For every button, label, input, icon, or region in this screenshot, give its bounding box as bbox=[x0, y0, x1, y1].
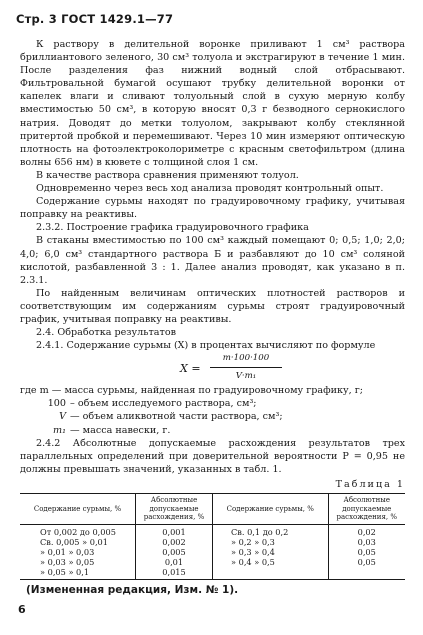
table-cell bbox=[213, 567, 329, 580]
paragraph-formula-intro: 2.4.1. Содержание сурьмы (X) в процентах вычисляют по формуле bbox=[36, 340, 376, 352]
formula-denominator: V·m₁ bbox=[235, 371, 257, 382]
table-cell: 0,03 bbox=[328, 537, 405, 547]
table-cell: » 0,4 » 0,5 bbox=[213, 557, 329, 567]
paragraph-antimony-content: Содержание сурьмы находят по градуировочному графику, учитывая поправку на реактивы. bbox=[20, 196, 405, 221]
formula bbox=[20, 352, 405, 384]
definition-row bbox=[20, 424, 405, 437]
formula-lhs: X = bbox=[180, 362, 201, 376]
table-cell: » 0,2 » 0,3 bbox=[213, 537, 329, 547]
table-cell: » 0,3 » 0,4 bbox=[213, 547, 329, 557]
definition-symbol: V bbox=[59, 411, 66, 423]
definition-text: – объем исследуемого раствора, см³; bbox=[70, 398, 257, 410]
table-cell: 0,01 bbox=[136, 557, 213, 567]
document-body bbox=[20, 38, 405, 597]
paragraph-beakers: В стаканы вместимостью по 100 см³ каждый помещают 0; 0,5; 1,0; 2,0; 4,0; 6,0 см³ стандартного раствора Б и разбавляют до 10 см³ соляной кислотой, разбавленной 3 : 1. Далее анализ проводят, как указано в п. 2.3.1. bbox=[20, 235, 405, 286]
definition-text: — масса навески, г. bbox=[70, 424, 171, 436]
amendment-note: (Измененная редакция, Изм. № 1). bbox=[26, 583, 239, 596]
definition-text: — объем аликвотной части раствора, см³; bbox=[70, 411, 283, 423]
table-header-row bbox=[20, 494, 405, 525]
definition-row bbox=[20, 397, 405, 410]
section-heading-2-4: 2.4. Обработка результатов bbox=[36, 327, 177, 339]
paragraph-control-test: Одновременно через весь ход анализа проводят контрольный опыт. bbox=[36, 183, 384, 195]
table-row bbox=[20, 547, 405, 557]
table-cell: 0,002 bbox=[136, 537, 213, 547]
paragraph-tolerances: 2.4.2 Абсолютные допускаемые расхождения результатов трех параллельных определений при доверительной вероятности P = 0,95 не должны превышать значений, указанных в табл. 1. bbox=[20, 437, 405, 475]
table-cell bbox=[328, 567, 405, 580]
definition-symbol: 100 bbox=[47, 398, 66, 410]
table-row bbox=[20, 567, 405, 580]
table-row bbox=[20, 524, 405, 537]
table-cell: 0,001 bbox=[136, 524, 213, 537]
table-row bbox=[20, 537, 405, 547]
table-cell: » 0,03 » 0,05 bbox=[40, 556, 95, 567]
table-cell: Св. 0,005 » 0,01 bbox=[40, 536, 108, 547]
formula-numerator: m·100·100 bbox=[210, 352, 282, 368]
page-header: Стр. 3 ГОСТ 1429.1—77 bbox=[16, 12, 174, 26]
definition-row bbox=[20, 410, 405, 423]
table-cell: Св. 0,1 до 0,2 bbox=[213, 524, 329, 537]
definition-symbol: m₁ bbox=[53, 424, 66, 436]
table-header-cell: Содержание сурьмы, % bbox=[20, 494, 136, 525]
table-cell: 0,015 bbox=[136, 567, 213, 580]
table-cell: 0,05 bbox=[328, 547, 405, 557]
formula-definitions bbox=[20, 384, 405, 436]
paragraph-extraction: К раствору в делительной воронке приливают 1 см³ раствора бриллиантового зеленого, 30 см³ толуола и экстрагируют в течение 1 мин. После разделения фаз нижний водный слой отбрасывают. Фильтровальной бумагой осушают трубку делительной воронки от капелек влаги и сливают толуольный слой в сухую мерную колбу вместимостью 50 см³, в которую вносят 0,3 г безводного сернокислого натрия. Доводят до метки толуолом, закрывают колбу стеклянной притертой пробкой и перемешивают. Через 10 мин измеряют оптическую плотность на фотоэлектроколориметре с красным светофильтром (длина волны 656 нм) в кювете с толщиной слоя 1 см. bbox=[20, 39, 405, 168]
definition-row bbox=[20, 384, 405, 397]
table-cell: 0,02 bbox=[328, 524, 405, 537]
paragraph-reference-solution: В качестве раствора сравнения применяют толуол. bbox=[36, 169, 299, 181]
paragraph-calibration-graph: По найденным величинам оптических плотностей растворов и соответствующим им содержаниям сурьмы строят градуировочный график, учитывая поправку на реактивы. bbox=[20, 287, 405, 325]
section-heading-2-3-2: 2.3.2. Построение графика градуировочного графика bbox=[36, 222, 309, 234]
table-cell: 0,05 bbox=[328, 557, 405, 567]
table-cell: 0,005 bbox=[136, 547, 213, 557]
table-cell: От 0,002 до 0,005 bbox=[40, 526, 116, 537]
page-number: 6 bbox=[18, 603, 26, 616]
table-header-cell: Абсолютные допускаемые расхождения, % bbox=[136, 494, 213, 525]
formula-fraction bbox=[210, 352, 282, 383]
table-header-cell: Содержание сурьмы, % bbox=[213, 494, 329, 525]
tolerance-table bbox=[20, 493, 405, 580]
table-cell: » 0,05 » 0,1 bbox=[20, 567, 136, 580]
table-cell: » 0,01 » 0,03 bbox=[40, 546, 95, 557]
table-caption: Таблица 1 bbox=[335, 478, 405, 490]
table-header-cell: Абсолютные допускаемые расхождения, % bbox=[328, 494, 405, 525]
definition-text: где m — масса сурьмы, найденная по градуировочному графику, г; bbox=[20, 385, 364, 397]
table-row bbox=[20, 557, 405, 567]
